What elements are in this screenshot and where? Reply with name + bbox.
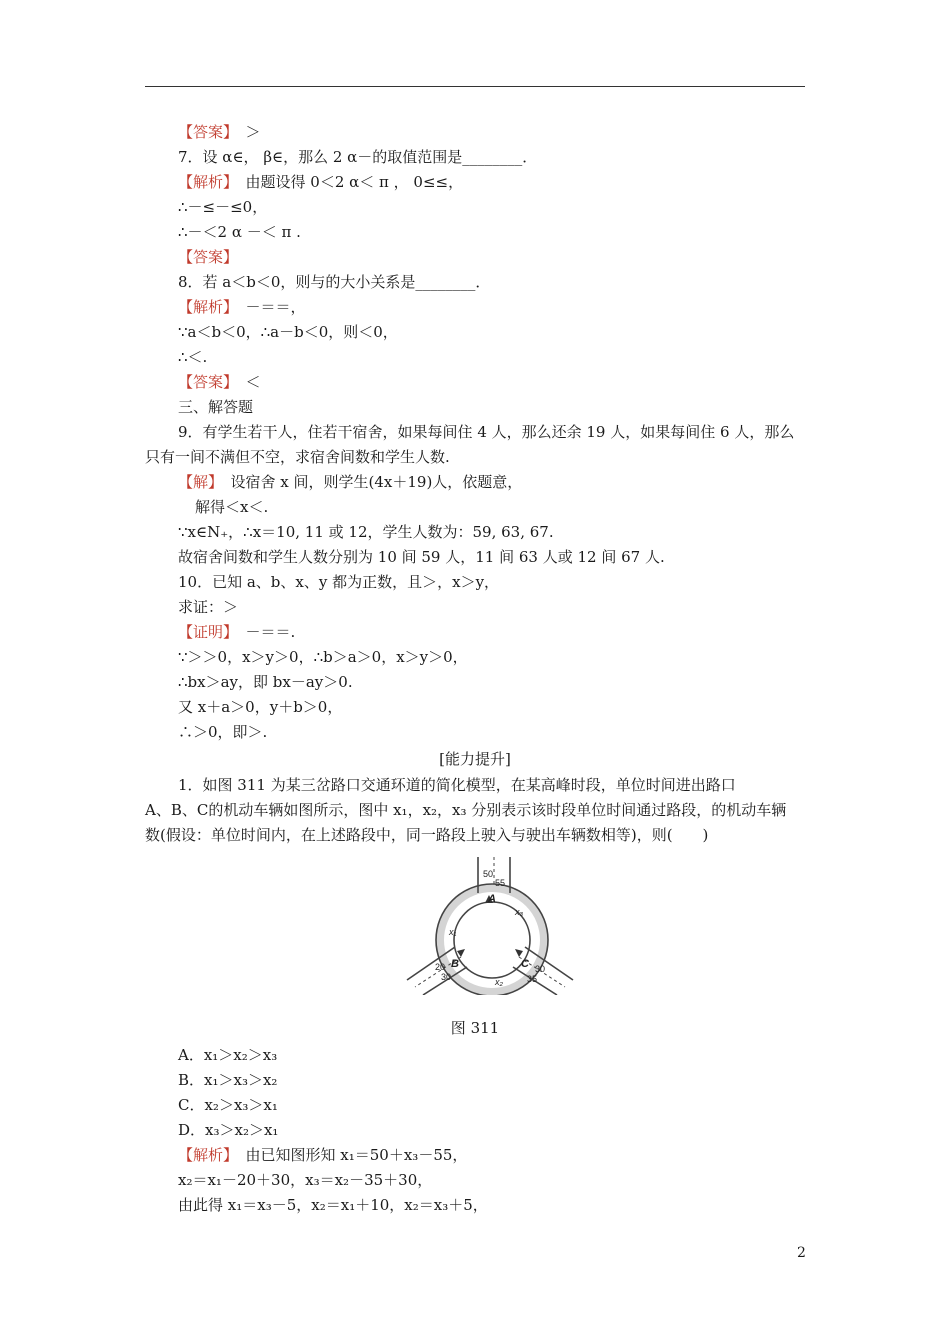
section-title-ability: [能力提升] bbox=[439, 750, 511, 768]
label-20: 20 bbox=[435, 962, 446, 972]
label-a: A bbox=[488, 893, 496, 905]
answer-8: 【答案】 ＜ bbox=[178, 373, 261, 391]
answer-7: 【答案】 bbox=[178, 248, 239, 266]
analysis-problem-1-line-2: x₂＝x₁－20＋30，x₃＝x₂－35＋30， bbox=[178, 1171, 433, 1189]
solution-9-line-3: ∵x∈N₊，∴x＝10, 11 或 12，学生人数为：59, 63, 67. bbox=[178, 523, 554, 541]
traffic-roundabout-figure bbox=[405, 855, 575, 995]
header-rule bbox=[145, 86, 805, 87]
problem-1-line-2: A、B、C的机动车辆如图所示，图中 x₁，x₂，x₃ 分别表示该时段单位时间通过路段，的机动车辆 bbox=[145, 801, 787, 819]
label-b: B bbox=[451, 958, 459, 970]
question-10: 10．已知 a、b、x、y 都为正数，且＞，x＞y， bbox=[178, 573, 500, 591]
figure-caption: 图 311 bbox=[450, 1019, 500, 1037]
section-heading: 三、解答题 bbox=[178, 398, 254, 416]
answer-6: 【答案】 ＞ bbox=[178, 123, 261, 141]
proof-10: 【证明】 －＝＝. bbox=[178, 623, 296, 641]
proof-10-line-3: ∴bx＞ay，即 bx－ay＞0. bbox=[178, 673, 353, 691]
option-c: C．x₂＞x₃＞x₁ bbox=[178, 1096, 278, 1114]
question-9-line-2: 只有一间不满但不空，求宿舍间数和学生人数. bbox=[145, 448, 450, 466]
proof-10-line-2: ∵＞＞0，x＞y＞0，∴b＞a＞0，x＞y＞0， bbox=[178, 648, 468, 666]
label-35: 35 bbox=[527, 974, 538, 984]
solution-9: 【解】 设宿舍 x 间，则学生(4x＋19)人，依题意， bbox=[178, 473, 523, 491]
analysis-8-line-2: ∵a＜b＜0，∴a－b＜0，则＜0， bbox=[178, 323, 398, 341]
label-30-b: 30 bbox=[441, 972, 452, 982]
problem-1-line-3: 数(假设：单位时间内，在上述路段中，同一路段上驶入与驶出车辆数相等)，则( ) bbox=[145, 826, 709, 844]
label-x2: x₂ bbox=[495, 977, 503, 987]
analysis-problem-1: 【解析】 由已知图形知 x₁＝50＋x₃－55， bbox=[178, 1146, 468, 1164]
option-d: D．x₃＞x₂＞x₁ bbox=[178, 1121, 279, 1139]
analysis-7: 【解析】 由题设得 0＜2 α＜ π ， 0≤≤， bbox=[178, 173, 464, 191]
problem-1: 1．如图 311 为某三岔路口交通环道的简化模型，在某高峰时段，单位时间进出路口 bbox=[178, 776, 736, 794]
solution-9-line-2: 解得＜x＜. bbox=[195, 498, 269, 516]
analysis-7-line-3: ∴－＜2 α －＜ π . bbox=[178, 223, 301, 241]
label-c: C bbox=[521, 958, 529, 970]
option-a: A．x₁＞x₂＞x₃ bbox=[178, 1046, 278, 1064]
analysis-problem-1-line-3: 由此得 x₁＝x₃－5，x₂＝x₁＋10，x₂＝x₃＋5， bbox=[178, 1196, 488, 1214]
analysis-7-line-2: ∴－≤－≤0， bbox=[178, 198, 268, 216]
analysis-8: 【解析】 －＝＝， bbox=[178, 298, 306, 316]
label-55: 55 bbox=[495, 878, 506, 888]
label-50: 50 bbox=[483, 869, 494, 879]
proof-10-line-4: 又 x＋a＞0，y＋b＞0， bbox=[178, 698, 343, 716]
proof-10-line-5: ∴＞0，即＞. bbox=[178, 723, 268, 741]
label-30-c: 30 bbox=[535, 964, 546, 974]
solution-9-line-4: 故宿舍间数和学生人数分别为 10 间 59 人，11 间 63 人或 12 间 67 人. bbox=[178, 548, 665, 566]
question-9: 9．有学生若干人，住若干宿舍，如果每间住 4 人，那么还余 19 人，如果每间住 6 人，那么 bbox=[178, 423, 795, 441]
question-7: 7．设 α∈， β∈，那么 2 α－的取值范围是________． bbox=[178, 148, 538, 166]
label-x3: x₃ bbox=[515, 907, 524, 917]
analysis-8-line-3: ∴＜. bbox=[178, 348, 208, 366]
question-8: 8．若 a＜b＜0，则与的大小关系是________． bbox=[178, 273, 491, 291]
option-b: B．x₁＞x₃＞x₂ bbox=[178, 1071, 278, 1089]
question-10-line-2: 求证：＞ bbox=[178, 598, 239, 616]
label-x1: x₁ bbox=[449, 927, 457, 937]
page-number: 2 bbox=[797, 1245, 806, 1261]
